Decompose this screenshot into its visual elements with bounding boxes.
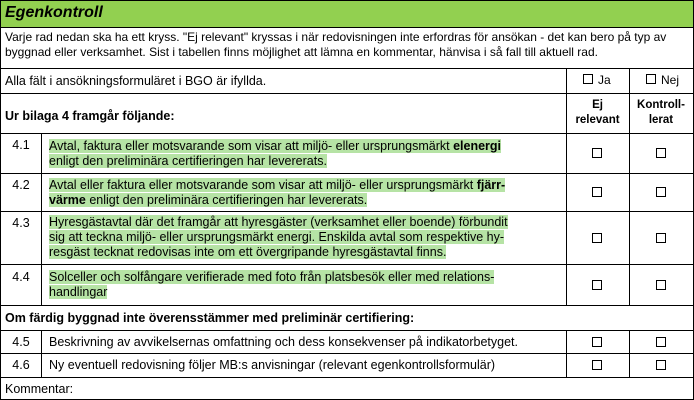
comment-row[interactable] <box>1 377 693 399</box>
row-description: Avtal, faktura eller motsvarande som visar att miljö- eller ursprungsmärkt elenergi enligt den preliminära certifieringen har levererats. <box>49 139 502 168</box>
table-row <box>1 264 693 305</box>
comment-label: Kommentar: <box>5 382 74 396</box>
all-fields-no-checkbox[interactable] <box>646 74 656 84</box>
section1-heading: Ur bilaga 4 framgår följande: <box>5 109 175 123</box>
form-title: Egenkontroll <box>5 4 103 21</box>
form-header <box>1 1 693 28</box>
section1-header-row <box>1 93 693 133</box>
col-not-relevant-header: Ej relevant <box>575 99 620 126</box>
row-number: 4.4 <box>12 270 30 284</box>
row-number: 4.1 <box>12 138 30 152</box>
checked-checkbox[interactable] <box>656 187 666 197</box>
row-number: 4.2 <box>12 178 30 192</box>
row-number: 4.3 <box>12 216 30 230</box>
row-description: Solceller och solfångare verifierade med foto från platsbesök eller med relations- handlingar <box>49 270 495 299</box>
not-relevant-checkbox[interactable] <box>592 360 602 370</box>
section2-header-row <box>1 305 693 330</box>
row-description: Avtal eller faktura eller motsvarande som visar att miljö- eller ursprungsmärkt fjärr- värme enligt den preliminära certifieringen har levererats. <box>49 178 506 207</box>
no-label: Nej <box>661 73 680 87</box>
table-row <box>1 353 693 377</box>
row-number: 4.5 <box>12 335 30 349</box>
row-description: Ny eventuell redovisning följer MB:s anvisningar (relevant egenkontrollsformulär) <box>49 358 496 372</box>
table-row <box>1 330 693 353</box>
yes-label: Ja <box>598 73 611 87</box>
checked-checkbox[interactable] <box>656 233 666 243</box>
table-row <box>1 211 693 264</box>
row-description: Beskrivning av avvikelsernas omfattning och dess konsekvenser på indikatorbetyget. <box>49 335 519 349</box>
checked-checkbox[interactable] <box>656 148 666 158</box>
col-checked-header: Kontroll- lerat <box>637 99 685 126</box>
not-relevant-checkbox[interactable] <box>592 337 602 347</box>
all-fields-row <box>1 68 693 93</box>
row-number: 4.6 <box>12 358 30 372</box>
table-row <box>1 133 693 173</box>
not-relevant-checkbox[interactable] <box>592 148 602 158</box>
checked-checkbox[interactable] <box>656 360 666 370</box>
not-relevant-checkbox[interactable] <box>592 187 602 197</box>
not-relevant-checkbox[interactable] <box>592 233 602 243</box>
all-fields-label: Alla fält i ansökningsformuläret i BGO är ifyllda. <box>5 74 267 88</box>
all-fields-yes-checkbox[interactable] <box>583 74 593 84</box>
table-row <box>1 173 693 211</box>
row-description: Hyresgästavtal där det framgår att hyresgäster (verksamhet eller boende) förbundit sig att teckna miljö- eller ursprungsmärkt energi. Enskilda avtal som respektive hy- resgäst tecknat redovisas inte om ett övergripande hyresgästavtal finns. <box>49 215 508 259</box>
checked-checkbox[interactable] <box>656 337 666 347</box>
section2-heading: Om färdig byggnad inte överensstämmer med preliminär certifiering: <box>5 311 415 325</box>
not-relevant-checkbox[interactable] <box>592 280 602 290</box>
intro-text: Varje rad nedan ska ha ett kryss. "Ej relevant" kryssas i när redovisningen inte erfordras för ansökan - det kan bero på typ av byggnad eller verksamhet. Sist i tabellen finns möjlighet att lämna en kommentar, hänvisa i så fall till aktuell rad. <box>5 30 667 59</box>
checked-checkbox[interactable] <box>656 280 666 290</box>
